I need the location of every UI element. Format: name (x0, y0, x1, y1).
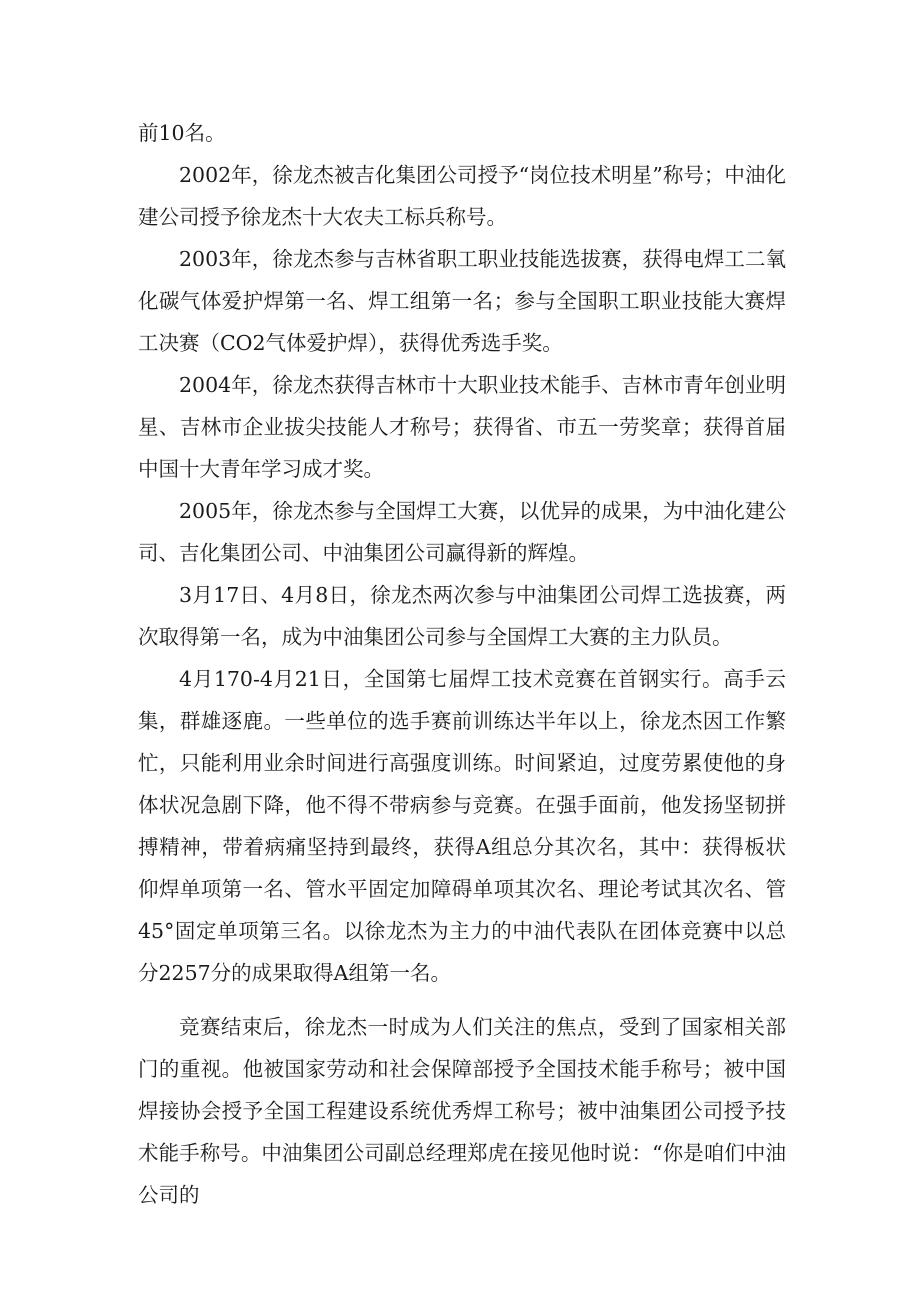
paragraph-national-contest: 4月170-4月21日，全国第七届焊工技术竞赛在首钢实行。高手云集，群雄逐鹿。一些单位的选手赛前训练达半年以上，徐龙杰因工作繁忙，只能利用业余时间进行高强度训练。时间紧迫，过度劳累使他的身体状况急剧下降，他不得不带病参与竞赛。在强手面前，他发扬坚韧拼搏精神，带着病痛坚持到最终，获得A组总分其次名，其中：获得板状仰焊单项第一名、管水平固定加障碍单项其次名、理论考试其次名、管45°固定单项第三名。以徐龙杰为主力的中油代表队在团体竞赛中以总分2257分的成果取得A组第一名。 (138, 667, 786, 985)
paragraph-2005: 2005年，徐龙杰参与全国焊工大赛，以优异的成果，为中油化建公司、吉化集团公司、中油集团公司赢得新的辉煌。 (138, 499, 786, 565)
paragraph-2002: 2002年，徐龙杰被吉化集团公司授予“岗位技术明星”称号；中油化建公司授予徐龙杰十大农夫工标兵称号。 (138, 163, 786, 229)
document-body (138, 112, 786, 1216)
paragraph-2003: 2003年，徐龙杰参与吉林省职工职业技能选拔赛，获得电焊工二氧化碳气体爱护焊第一名、焊工组第一名；参与全国职工职业技能大赛焊工决赛（CO2气体爱护焊），获得优秀选手奖。 (138, 247, 786, 355)
paragraph-2004: 2004年，徐龙杰获得吉林市十大职业技术能手、吉林市青年创业明星、吉林市企业拔尖技能人才称号；获得省、市五一劳奖章；获得首届中国十大青年学习成才奖。 (138, 373, 786, 481)
paragraph-continuation: 前10名。 (138, 121, 226, 145)
paragraph-selection-contest: 3月17日、4月8日，徐龙杰两次参与中油集团公司焊工选拔赛，两次取得第一名，成为中油集团公司参与全国焊工大赛的主力队员。 (138, 583, 786, 649)
paragraph-after-contest: 竞赛结束后，徐龙杰一时成为人们关注的焦点，受到了国家相关部门的重视。他被国家劳动和社会保障部授予全国技术能手称号；被中国焊接协会授予全国工程建设系统优秀焊工称号；被中油集团公司授予技术能手称号。中油集团公司副总经理郑虎在接见他时说：“你是咱们中油公司的 (138, 1015, 786, 1207)
